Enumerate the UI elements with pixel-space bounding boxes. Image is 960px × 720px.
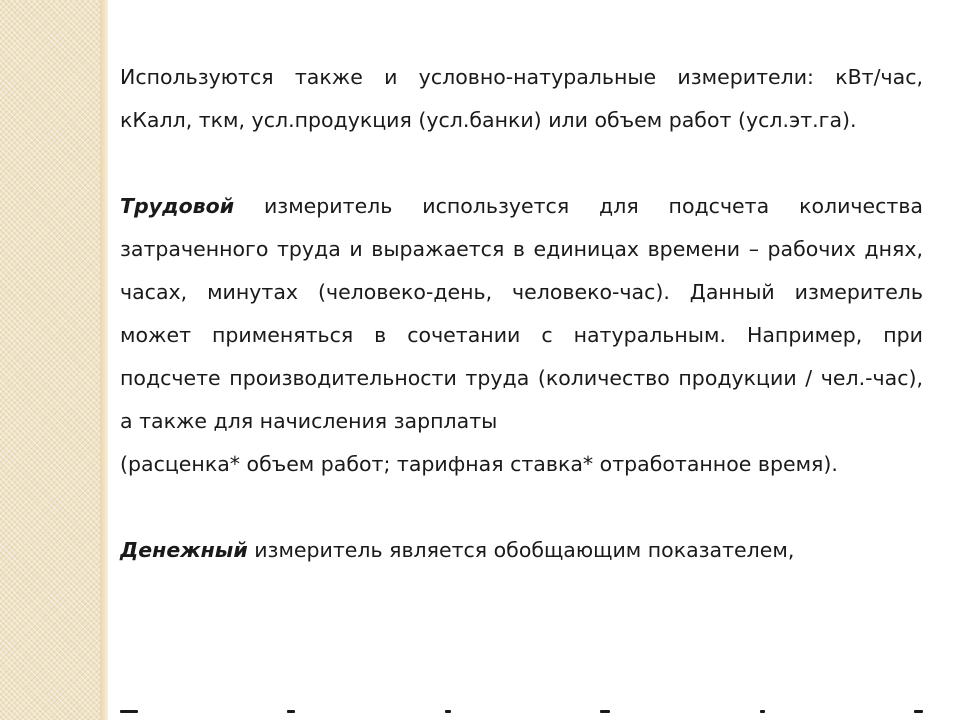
term-labor: Трудовой (120, 194, 235, 218)
labor-formula: (расценка* объем работ; тарифная ставка* отработанное время). (120, 452, 838, 476)
paragraph-labor-measure (120, 185, 923, 443)
cut-off-text-line (120, 708, 923, 720)
paragraph-conditional-measures: Используются также и условно-натуральные измерители: кВт/час, кКалл, ткм, усл.продукция (усл.банки) или объем работ (усл.эт.га). (120, 65, 923, 132)
paragraph-gap (120, 142, 923, 185)
paragraph-gap (120, 486, 923, 529)
term-money: Денежный (120, 538, 248, 562)
money-measure-text: измеритель является обобщающим показателем, (247, 538, 795, 562)
paragraph-money-measure (120, 529, 923, 572)
labor-measure-text: измеритель используется для подсчета количества затраченного труда и выражается в единицах времени – рабочих днях, часах, минутах (человеко-день, человеко-час). Данный измеритель может применяться в сочетании с натуральным. Например, при подсчете производительности труда (количество продукции / чел.-час), а также для начисления зарплаты (120, 194, 923, 433)
slide-text (120, 56, 923, 572)
decorative-side-strip (0, 0, 100, 720)
decorative-side-edge (100, 0, 108, 720)
